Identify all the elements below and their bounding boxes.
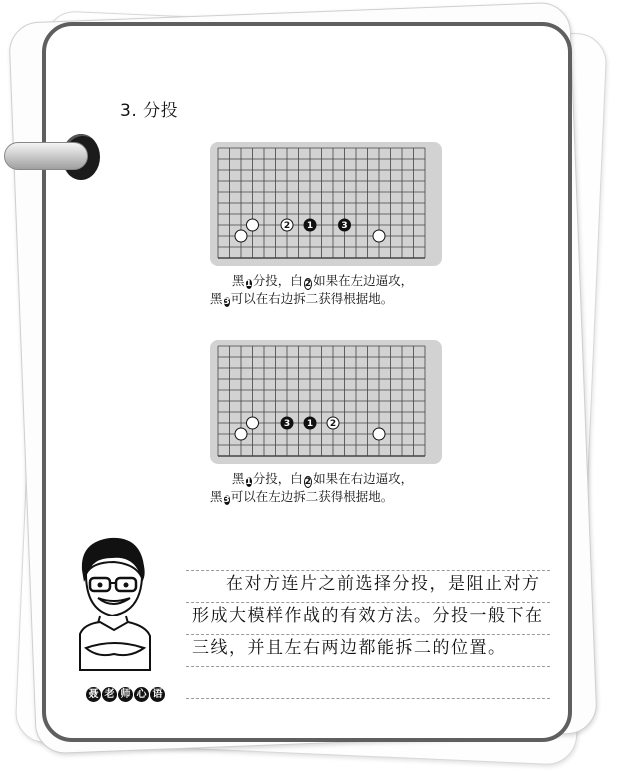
black-stone-3-icon: 3 bbox=[223, 495, 230, 505]
go-board-grid bbox=[210, 142, 442, 266]
white-stone-2-icon: 2 bbox=[304, 279, 312, 289]
white-stone bbox=[247, 219, 259, 231]
section-title: 3. 分投 bbox=[120, 101, 179, 121]
teacher-note-text: 在对方连片之前选择分投，是阻止对方形成大模样作战的有效方法。分投一般下在三线，并且左右两边都能拆二的位置。 bbox=[192, 574, 544, 658]
white-stone bbox=[373, 428, 385, 440]
caption-text: 黑 bbox=[232, 273, 245, 288]
caption-text: 可以在右边拆二获得根据地。 bbox=[230, 291, 394, 306]
stone-move-number: 1 bbox=[306, 221, 314, 232]
white-stone bbox=[235, 230, 247, 242]
caption-text: 分投，白 bbox=[252, 273, 303, 288]
teacher-cartoon-illustration bbox=[70, 530, 162, 680]
black-stone-1-icon: 1 bbox=[245, 279, 252, 289]
dashed-rule bbox=[186, 666, 550, 667]
black-stone-3-icon: 3 bbox=[223, 297, 230, 307]
stone-move-number: 3 bbox=[283, 419, 291, 430]
caption-text: 如果在左边逼攻， bbox=[313, 273, 414, 288]
caption-text: 分投，白 bbox=[252, 471, 303, 486]
caption-text: 黑 bbox=[210, 489, 223, 504]
teacher-note bbox=[192, 568, 552, 664]
stamp-char: 聂 bbox=[86, 687, 101, 702]
dashed-rule bbox=[186, 698, 550, 699]
white-stone-2-icon: 2 bbox=[304, 477, 312, 487]
caption-text: 可以在左边拆二获得根据地。 bbox=[230, 489, 394, 504]
black-stone-1-icon: 1 bbox=[245, 477, 252, 487]
caption-text: 黑 bbox=[232, 471, 245, 486]
white-stone bbox=[247, 417, 259, 429]
white-stone bbox=[235, 428, 247, 440]
diagram-1-caption bbox=[210, 272, 450, 308]
binder-ring bbox=[4, 142, 88, 170]
go-board-diagram-1 bbox=[210, 142, 442, 266]
stone-move-number: 1 bbox=[306, 419, 314, 430]
stamp-char: 心 bbox=[134, 687, 149, 702]
caption-text: 如果在右边逼攻， bbox=[313, 471, 414, 486]
stamp-char: 语 bbox=[150, 687, 165, 702]
go-board-grid bbox=[210, 340, 442, 464]
stamp-char: 老 bbox=[102, 687, 117, 702]
caption-text: 黑 bbox=[210, 291, 223, 306]
stone-move-number: 2 bbox=[329, 419, 337, 430]
white-stone bbox=[373, 230, 385, 242]
diagram-2-caption bbox=[210, 470, 450, 506]
go-board-diagram-2 bbox=[210, 340, 442, 464]
teacher-stamp bbox=[86, 686, 166, 702]
stamp-char: 师 bbox=[118, 687, 133, 702]
stone-move-number: 2 bbox=[283, 221, 291, 232]
stone-move-number: 3 bbox=[341, 221, 348, 232]
